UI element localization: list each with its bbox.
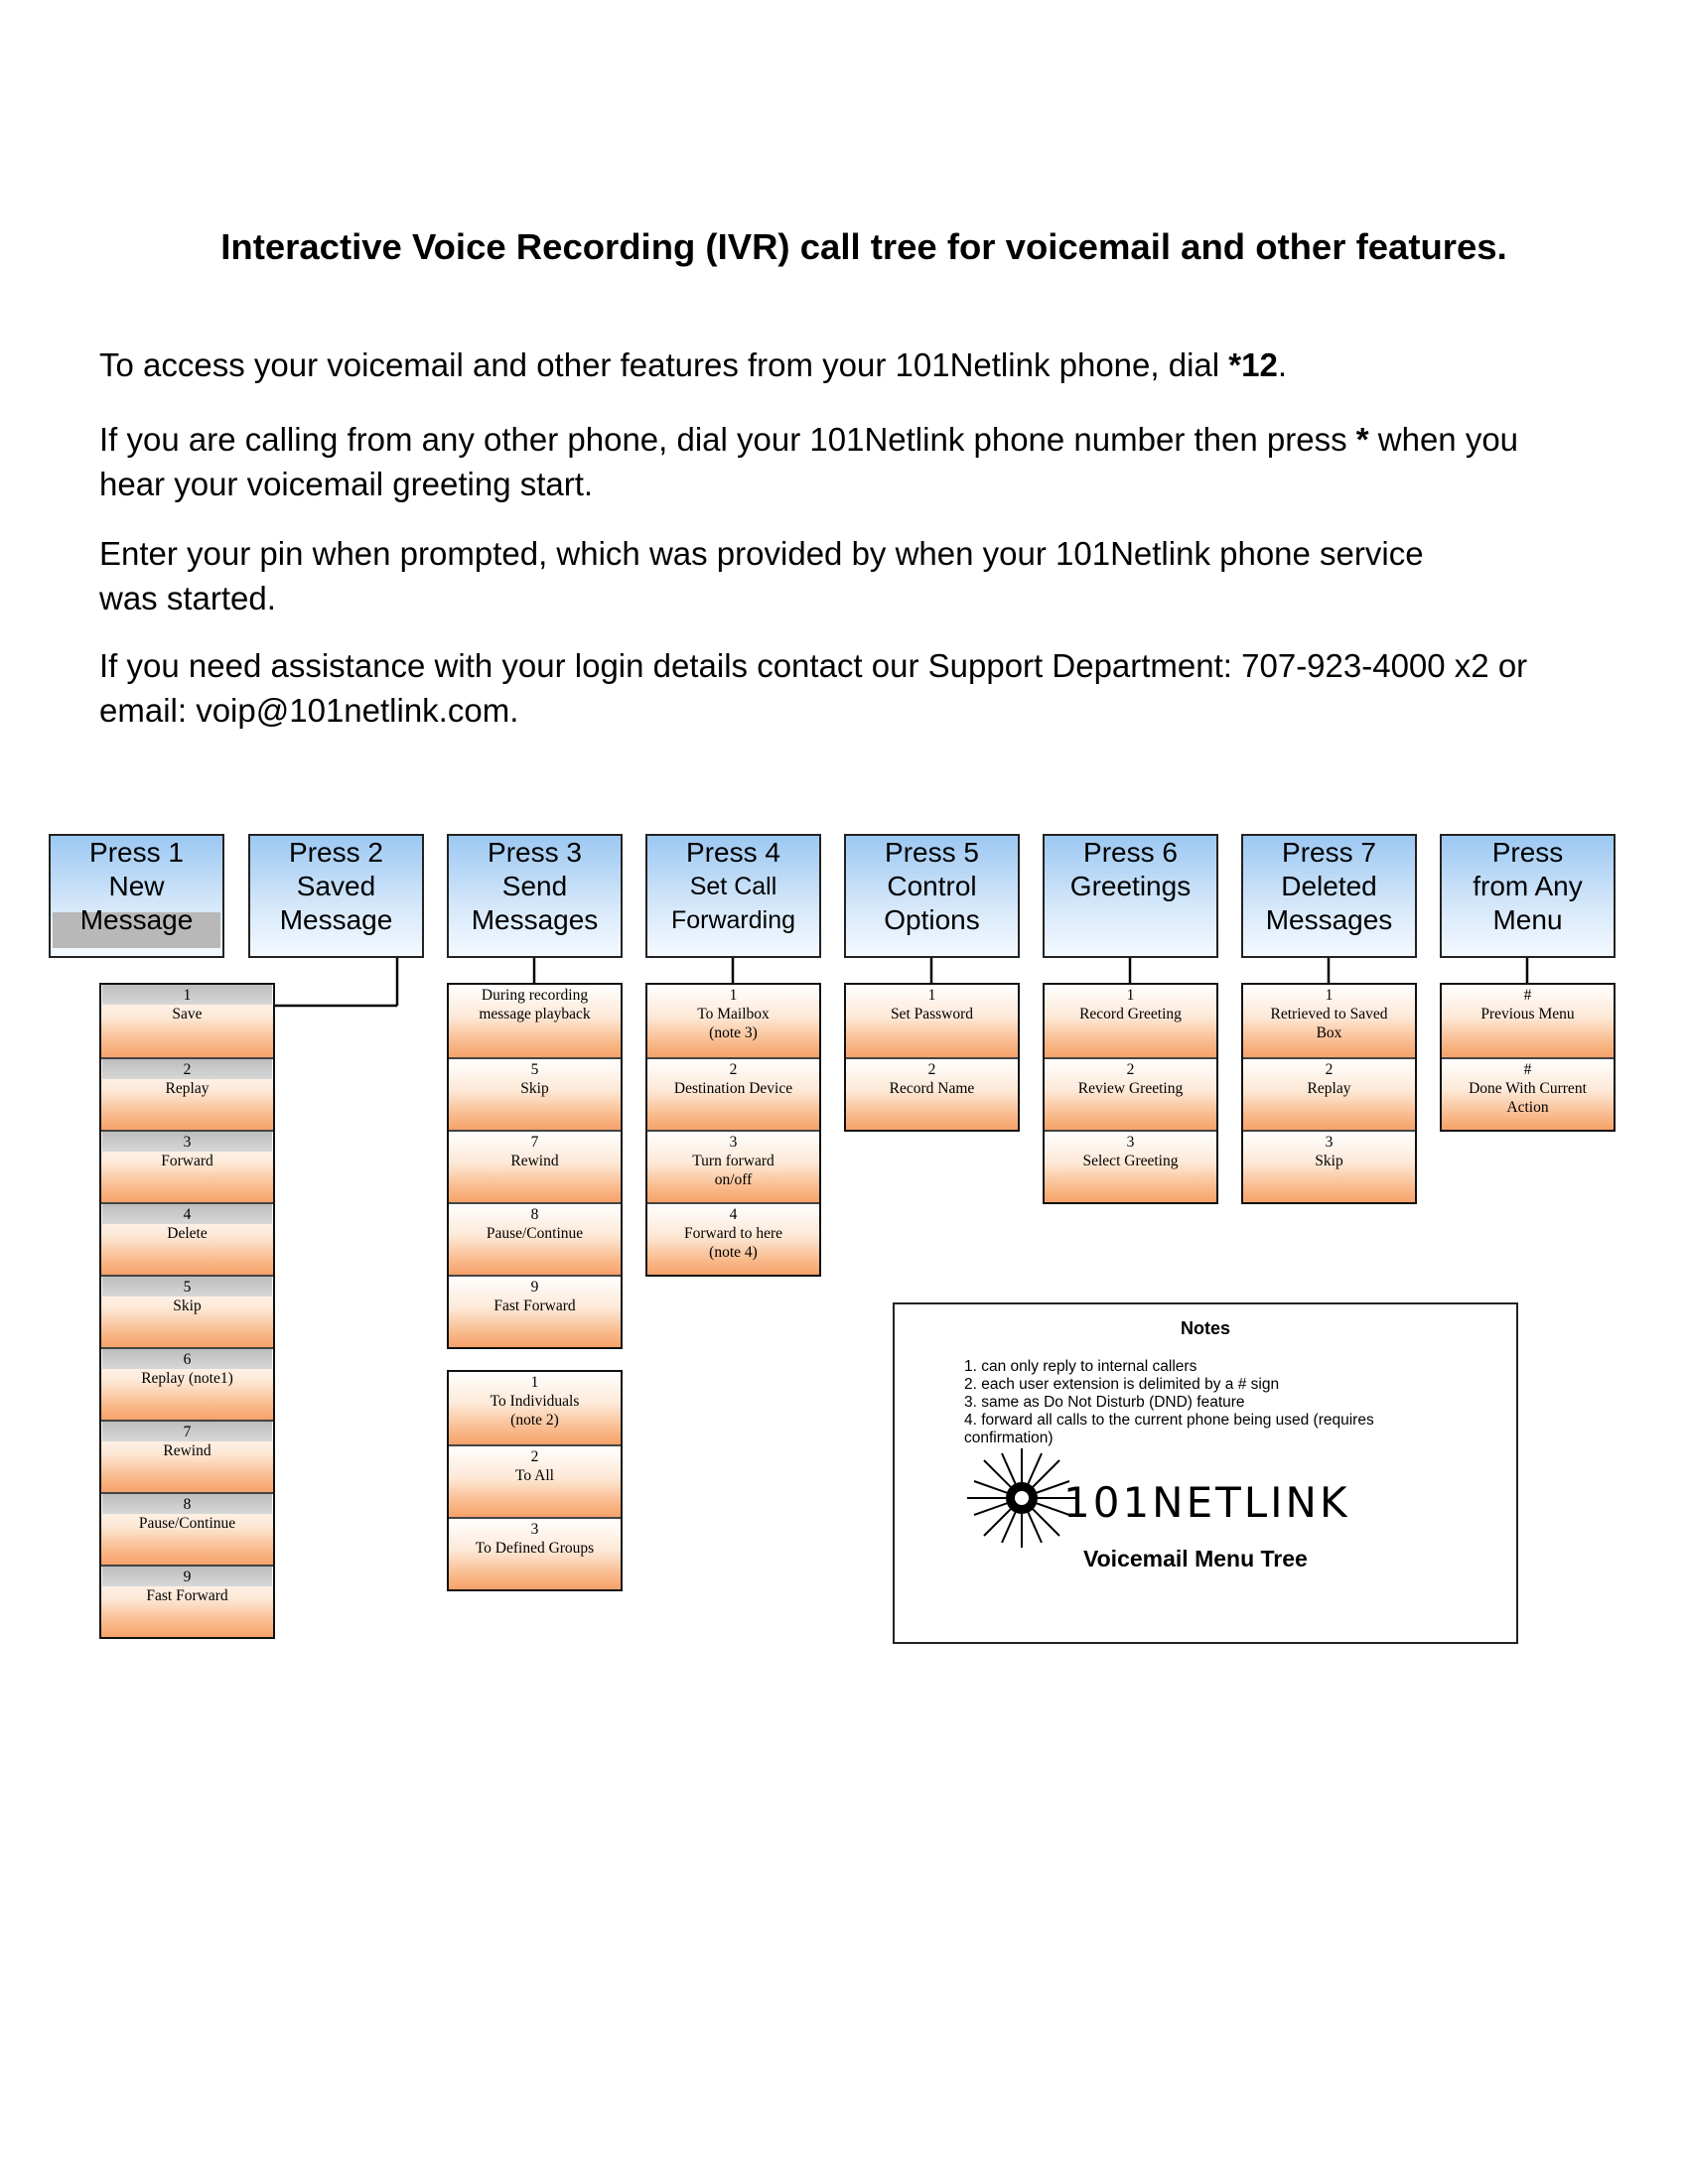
- option-label: Record Greeting: [1079, 1006, 1182, 1023]
- notes-list: [964, 1358, 1461, 1447]
- menu-header-text: [449, 836, 621, 937]
- menu-header-text: [1243, 836, 1415, 937]
- menu-option: [449, 1275, 621, 1347]
- menu-header-line: Options: [884, 904, 980, 935]
- option-label: Done With Current: [1469, 1080, 1587, 1097]
- option-label: Skip: [1315, 1153, 1343, 1169]
- option-key: 1: [102, 985, 272, 1005]
- menu-option: [101, 1347, 273, 1420]
- option-key: 8: [102, 1494, 272, 1514]
- option-label: Skip: [520, 1080, 549, 1097]
- menu-option: [449, 985, 621, 1057]
- menu-header-line: [1045, 903, 1216, 937]
- menu-option: [101, 1420, 273, 1492]
- option-key: 3: [1126, 1134, 1135, 1151]
- menu-options-8: [1440, 983, 1616, 1132]
- note-line: 2. each user extension is delimited by a # sign: [964, 1376, 1280, 1393]
- option-label: on/off: [714, 1171, 753, 1188]
- menu-option: [647, 1130, 819, 1202]
- option-label: To Defined Groups: [475, 1540, 595, 1557]
- option-label: (note 3): [709, 1024, 758, 1041]
- option-label: Replay (note1): [141, 1370, 233, 1387]
- option-label: To Individuals: [490, 1393, 580, 1410]
- option-label: To Mailbox: [697, 1006, 770, 1023]
- menu-header-line: Set Call: [689, 873, 777, 900]
- intro-other-phone-paragraph: If you are calling from any other phone, dial your 101Netlink phone number then press * when you hear your voicemail greeting start.: [99, 421, 1519, 502]
- option-key: 2: [1325, 1061, 1334, 1078]
- option-key: 5: [102, 1277, 272, 1297]
- option-label: To All: [515, 1467, 554, 1484]
- note-line: confirmation): [964, 1430, 1054, 1446]
- option-label: (note 4): [709, 1244, 758, 1261]
- option-key: 4: [102, 1204, 272, 1224]
- menu-header-line: Press 4: [686, 837, 780, 868]
- menu-option: [846, 985, 1018, 1057]
- option-label: Delete: [167, 1225, 208, 1242]
- menu-header-2: [248, 834, 424, 958]
- menu-options-3: [447, 983, 623, 1349]
- option-label: message playback: [479, 1006, 591, 1023]
- option-key: 4: [729, 1206, 738, 1223]
- menu-option: [101, 1057, 273, 1130]
- menu-option: [647, 985, 819, 1057]
- option-label: Replay: [165, 1080, 210, 1097]
- menu-option: [449, 1444, 621, 1517]
- intro-pin-paragraph: Enter your pin when prompted, which was provided by when your 101Netlink phone service was started.: [99, 535, 1424, 616]
- menu-header-line: Forwarding: [670, 906, 796, 934]
- option-key: 2: [102, 1059, 272, 1079]
- menu-header-text: [250, 836, 422, 937]
- page-title: Interactive Voice Recording (IVR) call tree for voicemail and other features.: [220, 226, 1507, 267]
- option-key: 3: [530, 1521, 539, 1538]
- menu-option: [101, 1202, 273, 1275]
- menu-option: [1442, 985, 1614, 1057]
- option-label: Fast Forward: [493, 1297, 576, 1314]
- menu-option: [101, 1275, 273, 1347]
- menu-header-4: [645, 834, 821, 958]
- menu-header-line: Message: [79, 904, 194, 935]
- menu-option: [449, 1372, 621, 1444]
- menu-header-line: Deleted: [1281, 871, 1377, 901]
- menu-header-line: from Any: [1473, 871, 1583, 901]
- option-label: Turn forward: [692, 1153, 774, 1169]
- menu-option: [1045, 1130, 1216, 1202]
- option-label: Box: [1316, 1024, 1342, 1041]
- menu-option: [101, 985, 273, 1057]
- option-key: 1: [530, 1374, 539, 1391]
- menu-options-7: [1241, 983, 1417, 1204]
- menu-option: [101, 1492, 273, 1565]
- option-key: 2: [530, 1448, 539, 1465]
- option-key: During recording: [481, 987, 589, 1004]
- menu-option: [101, 1565, 273, 1637]
- menu-header-line: New: [108, 871, 165, 901]
- option-label: Pause/Continue: [486, 1225, 584, 1242]
- menu-header-line: Saved: [296, 871, 376, 901]
- menu-option: [647, 1057, 819, 1130]
- option-key: #: [1523, 987, 1532, 1004]
- option-label: Fast Forward: [146, 1587, 228, 1604]
- option-key: #: [1523, 1061, 1532, 1078]
- option-key: 7: [530, 1134, 539, 1151]
- menu-header-1: [49, 834, 224, 958]
- option-key: 5: [530, 1061, 539, 1078]
- menu-header-6: [1043, 834, 1218, 958]
- menu-option: [101, 1130, 273, 1202]
- option-label: (note 2): [510, 1412, 559, 1429]
- option-label: Save: [172, 1006, 203, 1023]
- option-label: Forward: [161, 1153, 213, 1169]
- option-label: Forward to here: [684, 1225, 782, 1242]
- option-key: 7: [102, 1422, 272, 1441]
- menu-options-5: [844, 983, 1020, 1132]
- note-line: 1. can only reply to internal callers: [964, 1358, 1197, 1375]
- option-label: Retrieved to Saved: [1270, 1006, 1388, 1023]
- menu-option: [1442, 1057, 1614, 1130]
- menu-header-line: Press 6: [1083, 837, 1178, 868]
- menu-header-line: Press: [1491, 837, 1564, 868]
- menu-header-text: [1442, 836, 1614, 937]
- menu-options-1: [99, 983, 275, 1639]
- menu-option: [449, 1130, 621, 1202]
- menu-header-text: [51, 836, 222, 937]
- intro-dial-paragraph: To access your voicemail and other features from your 101Netlink phone, dial *12.: [99, 346, 1287, 383]
- menu-header-line: Control: [887, 871, 977, 901]
- menu-option: [449, 1517, 621, 1589]
- option-key: 2: [1126, 1061, 1135, 1078]
- option-label: Replay: [1307, 1080, 1351, 1097]
- option-label: Destination Device: [673, 1080, 793, 1097]
- menu-header-line: Messages: [1265, 904, 1393, 935]
- note-line: 3. same as Do Not Disturb (DND) feature: [964, 1394, 1245, 1411]
- menu-header-line: Greetings: [1069, 871, 1192, 901]
- menu-header-8: [1440, 834, 1616, 958]
- option-key: 1: [927, 987, 936, 1004]
- option-label: Select Greeting: [1082, 1153, 1179, 1169]
- option-key: 6: [102, 1349, 272, 1369]
- menu-header-line: Message: [279, 904, 393, 935]
- option-label: Action: [1506, 1099, 1549, 1116]
- option-label: Rewind: [510, 1153, 559, 1169]
- note-line: 4. forward all calls to the current phone being used (requires: [964, 1412, 1374, 1429]
- option-label: Skip: [173, 1297, 202, 1314]
- menu-options-3: [447, 1370, 623, 1591]
- menu-header-7: [1241, 834, 1417, 958]
- option-label: Record Name: [889, 1080, 975, 1097]
- option-key: 1: [1126, 987, 1135, 1004]
- menu-header-text: [846, 836, 1018, 937]
- option-key: 9: [102, 1567, 272, 1586]
- intro-support-paragraph: If you need assistance with your login details contact our Support Department: 707-923-4000 x2 or email: voip@101netlink.com.: [99, 647, 1528, 729]
- menu-option: [1243, 985, 1415, 1057]
- option-label: Rewind: [163, 1442, 211, 1459]
- menu-header-line: Send: [501, 871, 568, 901]
- menu-header-line: Menu: [1492, 904, 1563, 935]
- menu-option: [1045, 985, 1216, 1057]
- option-key: 3: [1325, 1134, 1334, 1151]
- logo-subtitle: Voicemail Menu Tree: [1083, 1546, 1308, 1571]
- option-label: Review Greeting: [1077, 1080, 1184, 1097]
- notes-box: [893, 1302, 1518, 1644]
- menu-header-line: Press 1: [89, 837, 184, 868]
- menu-option: [1045, 1057, 1216, 1130]
- option-key: 1: [1325, 987, 1334, 1004]
- menu-header-text: [647, 836, 819, 937]
- menu-option: [449, 1057, 621, 1130]
- option-key: 2: [729, 1061, 738, 1078]
- menu-header-line: Press 5: [885, 837, 979, 868]
- menu-options-6: [1043, 983, 1218, 1204]
- notes-title: Notes: [1180, 1318, 1230, 1338]
- logo-wordmark: 101NETLINK: [1063, 1478, 1350, 1527]
- option-label: Previous Menu: [1480, 1006, 1575, 1023]
- menu-option: [449, 1202, 621, 1275]
- menu-header-line: Press 2: [289, 837, 383, 868]
- menu-header-line: Press 3: [488, 837, 582, 868]
- menu-header-line: Press 7: [1282, 837, 1376, 868]
- option-key: 1: [729, 987, 738, 1004]
- option-key: 8: [530, 1206, 539, 1223]
- menu-header-line: Messages: [471, 904, 599, 935]
- option-key: 3: [729, 1134, 738, 1151]
- option-key: 2: [927, 1061, 936, 1078]
- option-key: 9: [530, 1279, 539, 1296]
- menu-header-text: [1045, 836, 1216, 937]
- menu-option: [647, 1202, 819, 1275]
- option-label: Set Password: [890, 1006, 974, 1023]
- menu-header-3: [447, 834, 623, 958]
- option-key: 3: [102, 1132, 272, 1152]
- menu-option: [1243, 1130, 1415, 1202]
- menu-header-5: [844, 834, 1020, 958]
- option-label: Pause/Continue: [138, 1515, 236, 1532]
- menu-option: [1243, 1057, 1415, 1130]
- menu-options-4: [645, 983, 821, 1277]
- menu-option: [846, 1057, 1018, 1130]
